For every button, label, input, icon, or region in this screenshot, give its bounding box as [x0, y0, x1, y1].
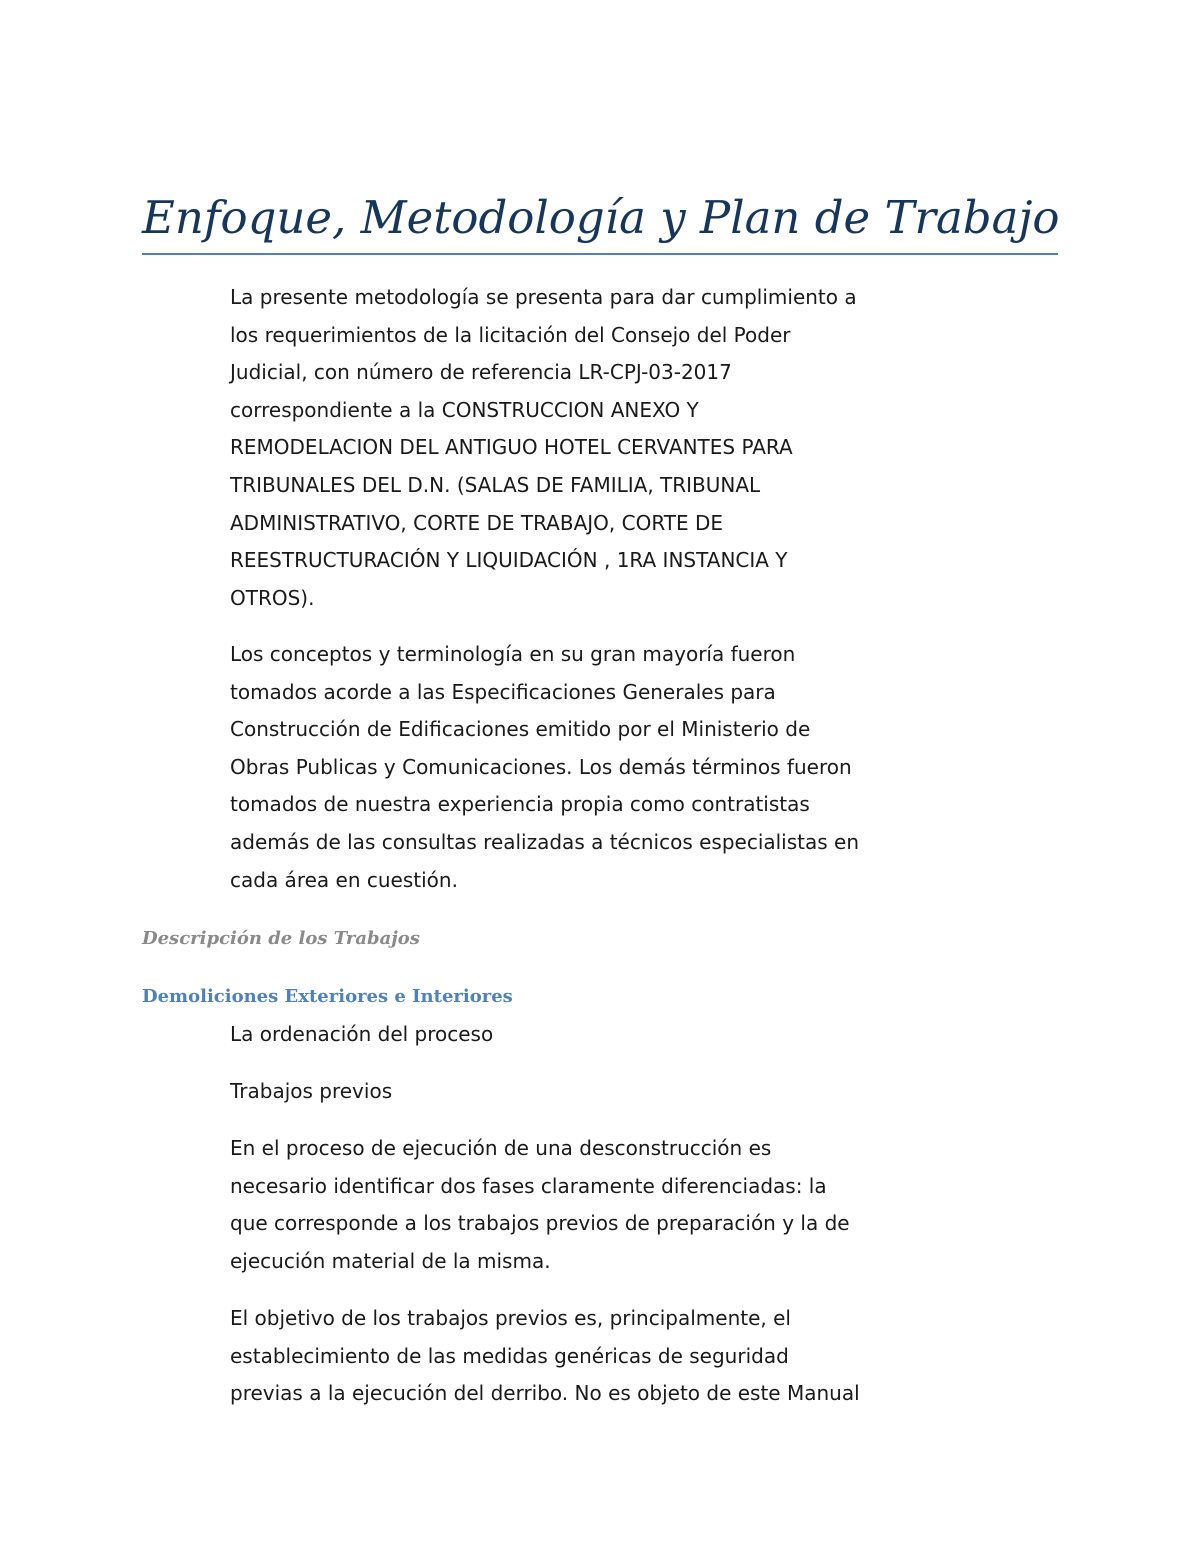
intro-line: Judicial, con número de referencia LR-CPJ-03-2017: [230, 360, 732, 385]
concepts-line: Obras Publicas y Comunicaciones. Los demás términos fueron: [230, 754, 852, 779]
objective-line: previas a la ejecución del derribo. No es objeto de este Manual: [230, 1381, 860, 1406]
phases-line: ejecución material de la misma.: [230, 1248, 551, 1273]
intro-line: correspondiente a la CONSTRUCCION ANEXO Y: [230, 397, 699, 422]
intro-line: TRIBUNALES DEL D.N. (SALAS DE FAMILIA, TRIBUNAL: [230, 472, 761, 497]
section-heading: Demoliciones Exteriores e Interiores: [142, 986, 513, 1007]
phases-line: necesario identificar dos fases claramente diferenciadas: la: [230, 1173, 827, 1198]
previous-works-text: [230, 1073, 930, 1111]
objective-line: establecimiento de las medidas genéricas de seguridad: [230, 1343, 789, 1368]
intro-paragraph: [230, 279, 930, 617]
intro-line: La presente metodología se presenta para dar cumplimiento a: [230, 285, 857, 309]
concepts-line: tomados acorde a las Especificaciones Generales para: [230, 679, 776, 704]
document-title: Enfoque, Metodología y Plan de Trabajo: [142, 191, 1060, 244]
intro-line: ADMINISTRATIVO, CORTE DE TRABAJO, CORTE DE: [230, 510, 724, 535]
phases-line: que corresponde a los trabajos previos de preparación y la de: [230, 1211, 850, 1236]
intro-line: los requerimientos de la licitación del Consejo del Poder: [230, 322, 791, 347]
intro-line: OTROS).: [230, 585, 315, 610]
intro-line: REMODELACION DEL ANTIGUO HOTEL CERVANTES PARA: [230, 435, 793, 460]
title-underline-rule: [142, 253, 1058, 255]
phases-paragraph: [230, 1130, 930, 1280]
intro-line: REESTRUCTURACIÓN Y LIQUIDACIÓN , 1RA INSTANCIA Y: [230, 548, 788, 573]
previous-works-line: Trabajos previos: [230, 1079, 393, 1103]
process-order-text: [230, 1016, 930, 1054]
objective-paragraph: [230, 1300, 930, 1413]
section-subtitle: Descripción de los Trabajos: [142, 928, 420, 949]
objective-line: El objetivo de los trabajos previos es, principalmente, el: [230, 1306, 791, 1330]
concepts-paragraph: [230, 636, 930, 899]
concepts-line: además de las consultas realizadas a técnicos especialistas en: [230, 829, 860, 854]
concepts-line: Los conceptos y terminología en su gran mayoría fueron: [230, 642, 796, 666]
phases-line: En el proceso de ejecución de una desconstrucción es: [230, 1136, 772, 1160]
process-order-line: La ordenación del proceso: [230, 1022, 494, 1046]
concepts-line: cada área en cuestión.: [230, 867, 458, 892]
concepts-line: tomados de nuestra experiencia propia como contratistas: [230, 792, 810, 817]
concepts-line: Construcción de Edificaciones emitido por el Ministerio de: [230, 717, 811, 742]
